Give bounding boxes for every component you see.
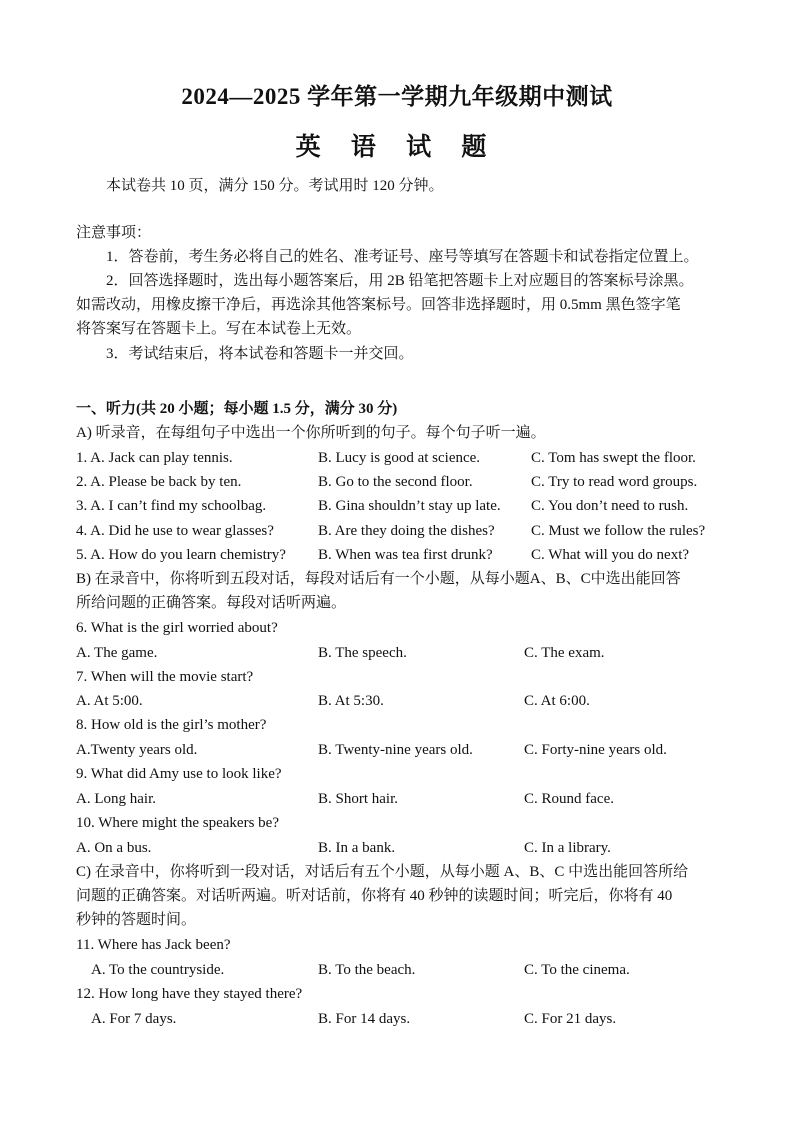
q10-option-a: A. On a bus. xyxy=(76,840,152,856)
q6-question: 6. What is the girl worried about? xyxy=(76,620,278,636)
q2-option-a: 2. A. Please be back by ten. xyxy=(76,474,242,490)
q2-option-b: B. Go to the second floor. xyxy=(318,474,473,490)
q12-option-c: C. For 21 days. xyxy=(524,1011,617,1027)
q11-option-b: B. To the beach. xyxy=(318,962,416,978)
section1-heading: 一、听力(共 20 小题；每小题 1.5 分，满分 30 分) xyxy=(76,401,398,417)
partB-instructions-line-2: 所给问题的正确答案。每段对话听两遍。 xyxy=(76,595,347,611)
q8-option-a: A.Twenty years old. xyxy=(76,742,198,758)
partB-instructions-line-1: B) 在录音中，你将听到五段对话，每段对话后有一个小题，从每小题A、B、C中选出能回答 xyxy=(76,571,681,587)
q3-option-b: B. Gina shouldn’t stay up late. xyxy=(318,498,501,514)
q10-option-b: B. In a bank. xyxy=(318,840,396,856)
note-item-2-line-2: 如需改动，用橡皮擦干净后，再选涂其他答案标号。回答非选择题时，用 0.5mm 黑色签字笔 xyxy=(76,297,681,313)
q7-option-b: B. At 5:30. xyxy=(318,693,384,709)
note-item-3: 3．考试结束后，将本试卷和答题卡一并交回。 xyxy=(106,346,414,362)
q1-option-c: C. Tom has swept the floor. xyxy=(531,450,696,466)
q1-option-a: 1. A. Jack can play tennis. xyxy=(76,450,233,466)
q9-option-a: A. Long hair. xyxy=(76,791,156,807)
q6-option-a: A. The game. xyxy=(76,645,158,661)
q11-option-c: C. To the cinema. xyxy=(524,962,630,978)
q4-option-c: C. Must we follow the rules? xyxy=(531,523,706,539)
q3-option-c: C. You don’t need to rush. xyxy=(531,498,689,514)
q9-option-b: B. Short hair. xyxy=(318,791,399,807)
partC-instructions-line-3: 秒钟的答题时间。 xyxy=(76,912,197,928)
partC-instructions-line-2: 问题的正确答案。对话听两遍。听对话前，你将有 40 秒钟的读题时间；听完后，你将有 40 xyxy=(76,888,673,904)
q4-option-a: 4. A. Did he use to wear glasses? xyxy=(76,523,274,539)
q6-option-b: B. The speech. xyxy=(318,645,407,661)
partA-instructions: A) 听录音，在每组句子中选出一个你所听到的句子。每个句子听一遍。 xyxy=(76,425,546,441)
q10-question: 10. Where might the speakers be? xyxy=(76,815,279,831)
q3-option-a: 3. A. I can’t find my schoolbag. xyxy=(76,498,267,514)
exam-subtitle: 英 语 试 题 xyxy=(295,134,499,161)
q7-question: 7. When will the movie start? xyxy=(76,669,254,685)
q2-option-c: C. Try to read word groups. xyxy=(531,474,698,490)
q5-option-c: C. What will you do next? xyxy=(531,547,690,563)
q8-option-b: B. Twenty-nine years old. xyxy=(318,742,473,758)
partC-instructions-line-1: C) 在录音中，你将听到一段对话，对话后有五个小题，从每小题 A、B、C 中选出能回答所给 xyxy=(76,864,689,880)
q10-option-c: C. In a library. xyxy=(524,840,611,856)
q8-question: 8. How old is the girl’s mother? xyxy=(76,717,267,733)
q9-option-c: C. Round face. xyxy=(524,791,614,807)
q12-option-a: A. For 7 days. xyxy=(91,1011,177,1027)
exam-title: 2024—2025 学年第一学期九年级期中测试 xyxy=(181,84,613,109)
note-item-2-line-1: 2．回答选择题时，选出每小题答案后，用 2B 铅笔把答题卡上对应题目的答案标号涂黑。 xyxy=(106,273,694,289)
q12-option-b: B. For 14 days. xyxy=(318,1011,411,1027)
q5-option-b: B. When was tea first drunk? xyxy=(318,547,493,563)
q11-question: 11. Where has Jack been? xyxy=(76,937,231,953)
q7-option-a: A. At 5:00. xyxy=(76,693,143,709)
q7-option-c: C. At 6:00. xyxy=(524,693,590,709)
note-item-1: 1．答卷前，考生务必将自己的姓名、准考证号、座号等填写在答题卡和试卷指定位置上。 xyxy=(106,249,699,265)
q11-option-a: A. To the countryside. xyxy=(91,962,225,978)
q12-question: 12. How long have they stayed there? xyxy=(76,986,303,1002)
notes-heading: 注意事项： xyxy=(76,225,152,241)
q6-option-c: C. The exam. xyxy=(524,645,605,661)
q1-option-b: B. Lucy is good at science. xyxy=(318,450,481,466)
note-item-2-line-3: 将答案写在答题卡上。写在本试卷上无效。 xyxy=(76,321,362,337)
exam-intro: 本试卷共 10 页，满分 150 分。考试用时 120 分钟。 xyxy=(106,178,444,194)
q4-option-b: B. Are they doing the dishes? xyxy=(318,523,495,539)
q5-option-a: 5. A. How do you learn chemistry? xyxy=(76,547,286,563)
q9-question: 9. What did Amy use to look like? xyxy=(76,766,282,782)
q8-option-c: C. Forty-nine years old. xyxy=(524,742,667,758)
